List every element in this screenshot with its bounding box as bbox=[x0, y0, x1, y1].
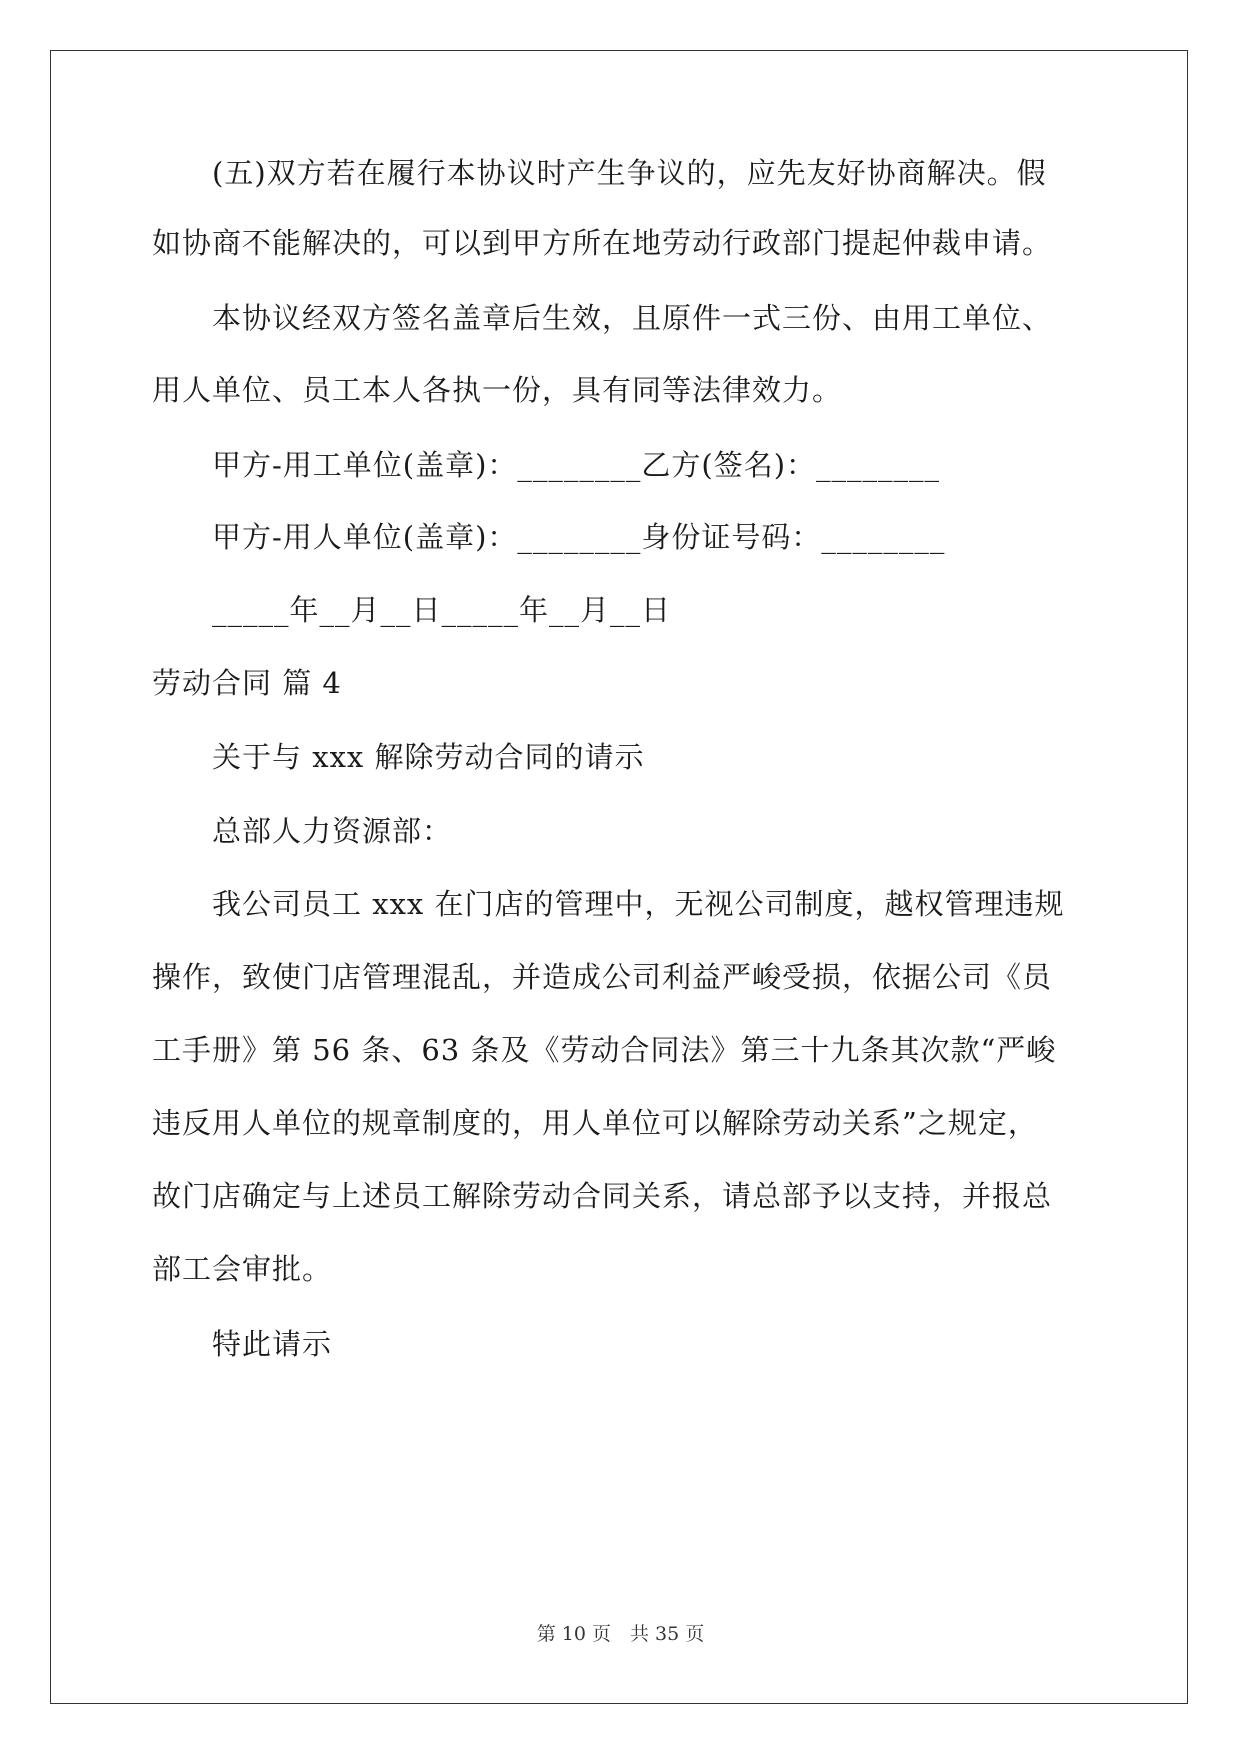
paragraph-line-6: 操作，致使门店管理混乱，并造成公司利益严峻受损，依据公司《员 bbox=[152, 960, 1053, 994]
paragraph-line-1: (五)双方若在履行本协议时产生争议的，应先友好协商解决。假 bbox=[212, 156, 1047, 190]
paragraph-line-9: 故门店确定与上述员工解除劳动合同关系，请总部予以支持，并报总 bbox=[152, 1179, 1053, 1213]
paragraph-line-8: 违反用人单位的规章制度的，用人单位可以解除劳动关系”之规定， bbox=[152, 1106, 1038, 1140]
paragraph-line-3: 本协议经双方签名盖章后生效，且原件一式三份、由用工单位、 bbox=[212, 301, 1053, 335]
section-heading: 劳动合同 篇 4 bbox=[152, 666, 342, 700]
date-line: _____年__月__日_____年__月__日 bbox=[212, 593, 672, 627]
paragraph-line-2: 如协商不能解决的，可以到甲方所在地劳动行政部门提起仲裁申请。 bbox=[152, 226, 1053, 260]
paragraph-line-4: 用人单位、员工本人各执一份，具有同等法律效力。 bbox=[152, 373, 843, 407]
paragraph-line-10: 部工会审批。 bbox=[152, 1252, 333, 1286]
signature-line-employer: 甲方-用工单位(盖章)：________乙方(签名)：________ bbox=[212, 448, 941, 482]
page-footer: 第 10 页 共 35 页 bbox=[536, 1623, 705, 1645]
addressee: 总部人力资源部： bbox=[212, 814, 453, 848]
signature-line-user-unit: 甲方-用人单位(盖章)：________身份证号码：________ bbox=[212, 520, 946, 554]
paragraph-line-5: 我公司员工 xxx 在门店的管理中，无视公司制度，越权管理违规 bbox=[212, 887, 1065, 921]
paragraph-line-7: 工手册》第 56 条、63 条及《劳动合同法》第三十九条其次款“严峻 bbox=[152, 1033, 1057, 1067]
request-title: 关于与 xxx 解除劳动合同的请示 bbox=[212, 740, 645, 774]
closing-line: 特此请示 bbox=[212, 1327, 333, 1361]
